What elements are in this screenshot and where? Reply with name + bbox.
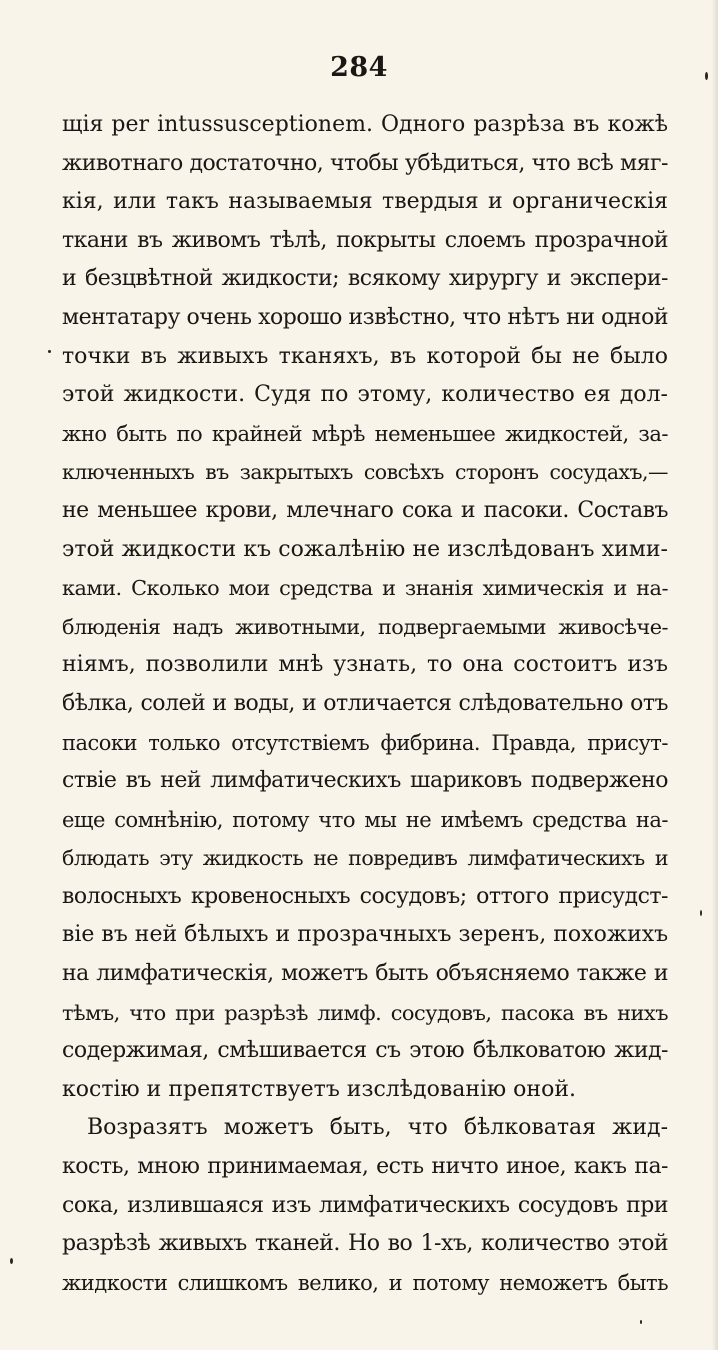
paper-speck: [700, 910, 702, 916]
page-edge-shadow: [712, 0, 718, 1350]
paper-speck: [705, 72, 708, 80]
text-line: жно быть по крайней мѣрѣ неменьшее жидкостей, за-: [62, 420, 668, 446]
paper-speck: [640, 1320, 642, 1324]
text-line: бѣлка, солей и воды, и отличается слѣдовательно отъ: [62, 690, 668, 716]
text-line: блюденія надъ животными, подвергаемыми живосѣче-: [62, 614, 668, 639]
text-line: разрѣзѣ живыхъ тканей. Но во 1-хъ, количество этой: [62, 1231, 668, 1257]
paper-speck: [10, 1258, 13, 1264]
text-line: блюдать эту жидкость не повредивъ лимфатическихъ и: [62, 846, 668, 871]
text-line: этой жидкости къ сожалѣнію не изслѣдованъ хими-: [62, 536, 668, 562]
text-line: содержимая, смѣшивается съ этою бѣлковатою жид-: [62, 1038, 668, 1064]
text-line: ключенныхъ въ закрытыхъ совсѣхъ сторонъ сосудахъ,—: [62, 460, 668, 485]
text-line: и безцвѣтной жидкости; всякому хирургу и экспери-: [62, 266, 668, 292]
text-line: кія, или такъ называемыя твердыя и органическія: [62, 189, 668, 215]
text-line: ментатару очень хорошо извѣстно, что нѣтъ ни одной: [62, 304, 668, 330]
text-line: пасоки только отсутствіемъ фибрина. Правда, присут-: [62, 730, 668, 755]
paragraph-first-line: Возразятъ можетъ быть, что бѣлковатая жид-: [87, 1115, 668, 1141]
text-line: ніямъ, позволили мнѣ узнать, то она состоитъ изъ: [62, 652, 668, 678]
page-number: 284: [330, 52, 388, 83]
text-line: ткани въ живомъ тѣлѣ, покрыты слоемъ прозрачной: [62, 227, 668, 253]
text-line: на лимфатическія, можетъ быть объясняемо также и: [62, 961, 668, 987]
text-line: еще сомнѣнію, потому что мы не имѣемъ средства на-: [62, 806, 668, 832]
paragraph-end-line: костію и препятствуетъ изслѣдованію оной.: [62, 1076, 576, 1102]
text-line: щія per intussusceptionem. Одного разрѣза въ кожѣ: [62, 112, 668, 137]
text-line: ствіе въ ней лимфатическихъ шариковъ подвержено: [62, 768, 668, 794]
text-line: животнаго достаточно, чтобы убѣдиться, что всѣ мяг-: [62, 150, 668, 176]
text-line: кость, мною принимаемая, есть ничто иное, какъ па-: [62, 1154, 668, 1180]
paper-speck: [48, 350, 51, 353]
text-line: віе въ ней бѣлыхъ и прозрачныхъ зеренъ, похожихъ: [62, 922, 669, 948]
text-line: тѣмъ, что при разрѣзѣ лимф. сосудовъ, пасока въ нихъ: [62, 1000, 668, 1025]
text-line: не меньшее крови, млечнаго сока и пасоки. Составъ: [62, 497, 668, 523]
text-line: сока, излившаяся изъ лимфатическихъ сосудовъ при: [62, 1192, 668, 1218]
text-line: точки въ живыхъ тканяхъ, въ которой бы не было: [62, 343, 668, 369]
text-line: волосныхъ кровеносныхъ сосудовъ; оттого присудст-: [62, 883, 668, 909]
text-line: ками. Сколько мои средства и знанія химическія и на-: [62, 576, 668, 601]
body-text: [62, 106, 668, 1302]
text-line: этой жидкости. Судя по этому, количество ея дол-: [62, 382, 668, 408]
text-line: жидкости слишкомъ велико, и потому неможетъ быть: [62, 1270, 668, 1295]
